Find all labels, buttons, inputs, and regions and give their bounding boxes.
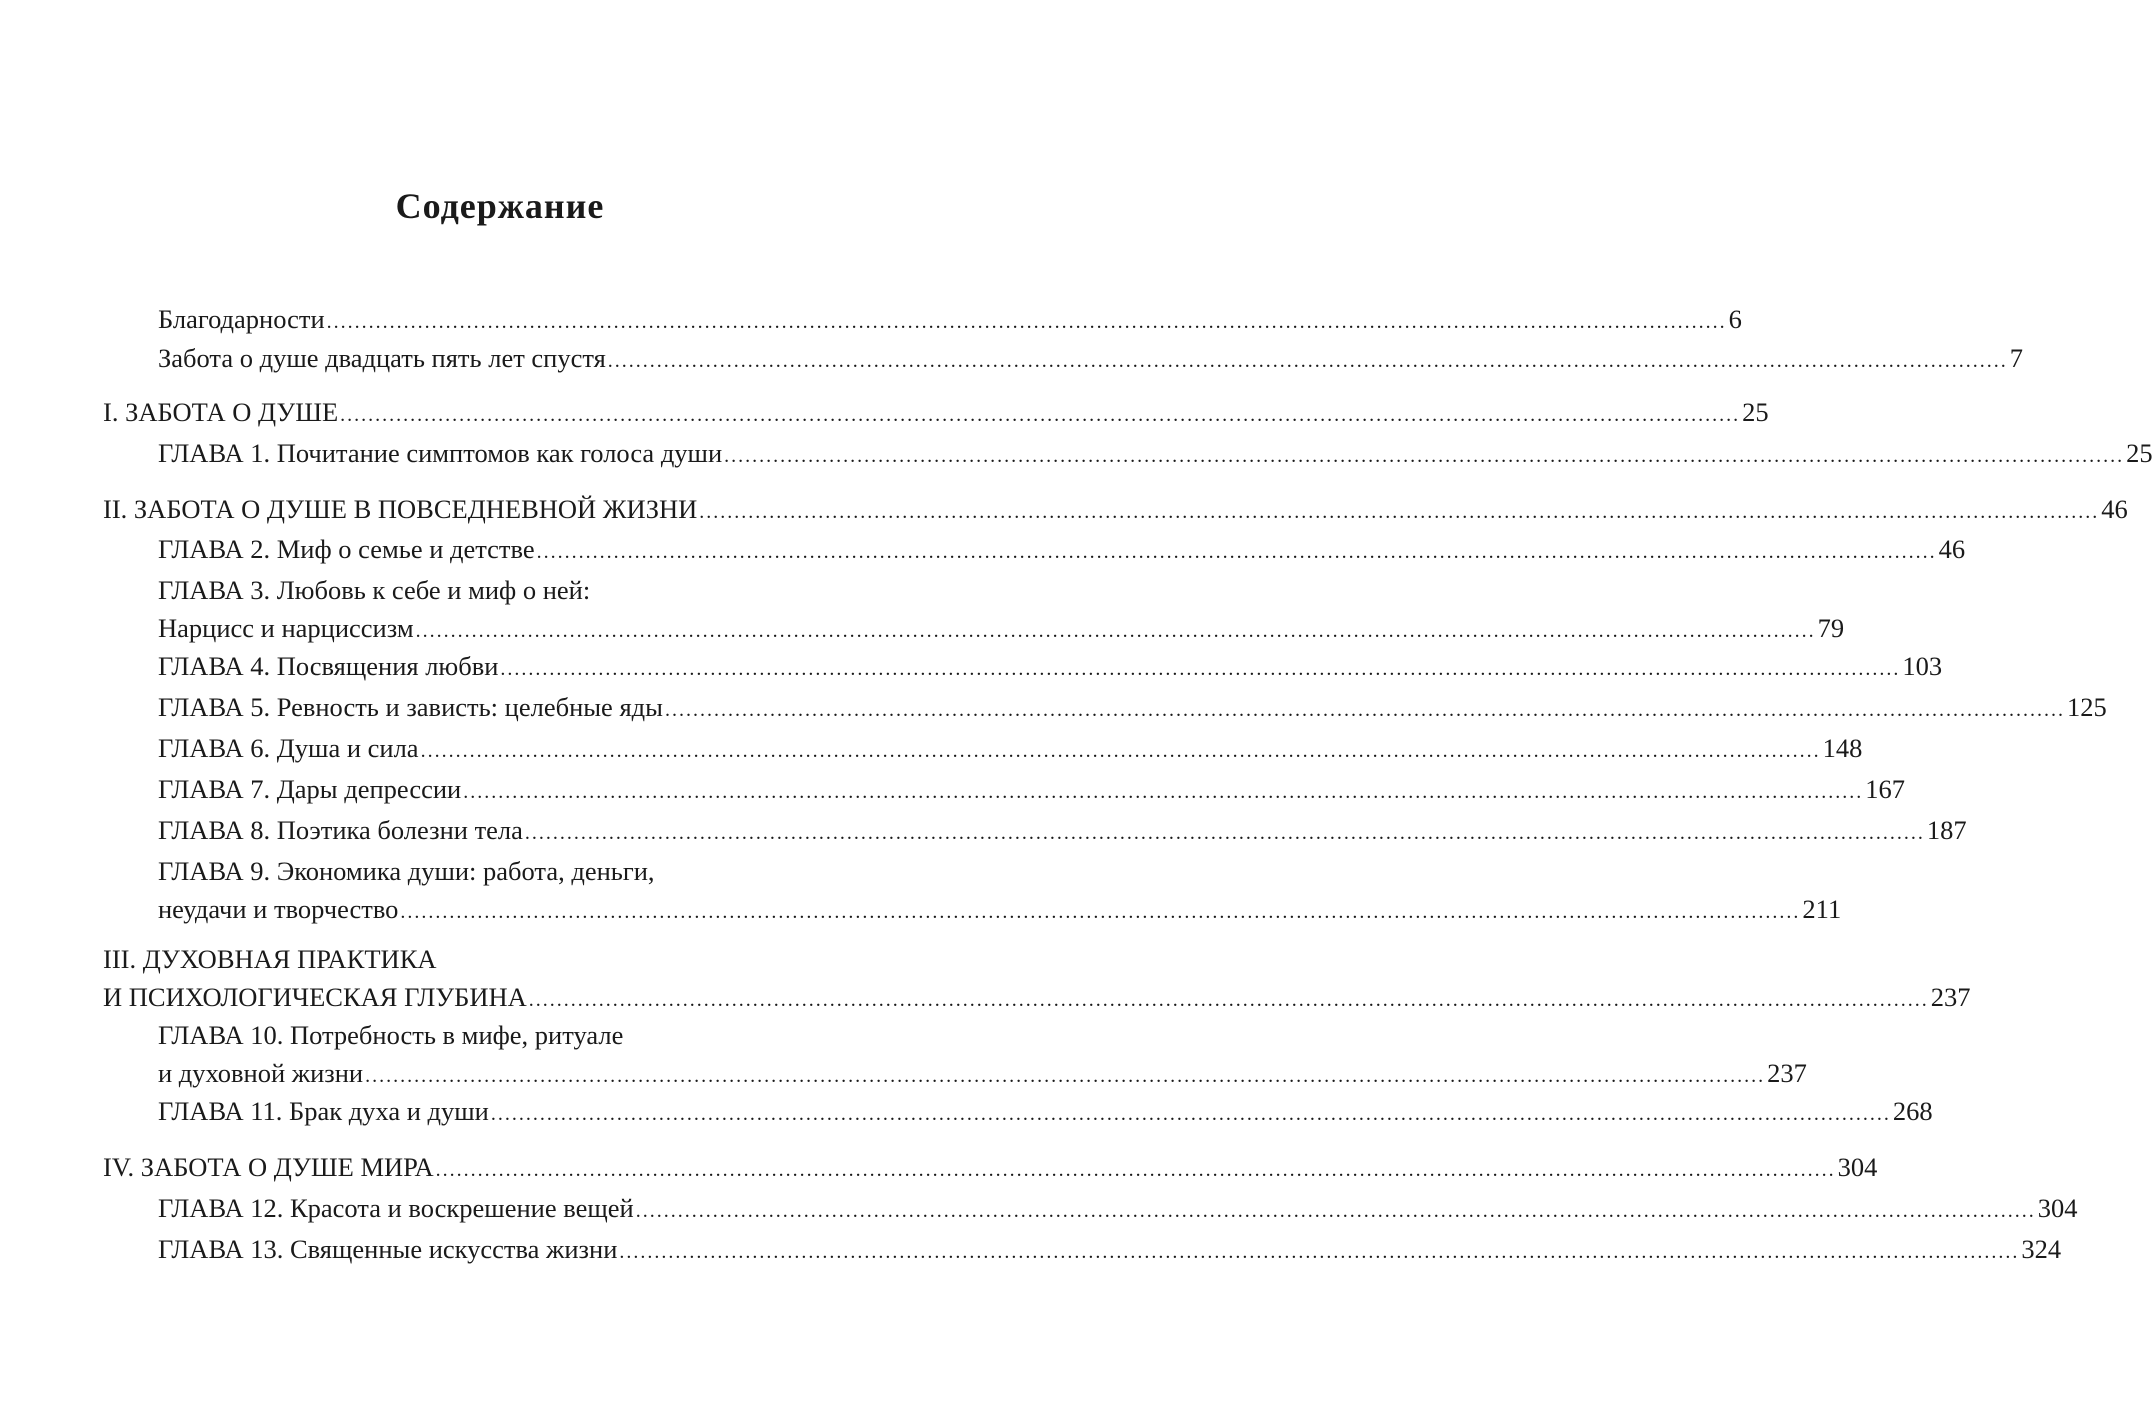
toc-entry-title: Забота о душе двадцать пять лет спустя <box>158 343 606 373</box>
leader-dots: ........................................................................................................................................................................................................ <box>435 1159 1836 1181</box>
page-number: 237 <box>1930 982 1971 1012</box>
toc-chapter-12[interactable] <box>158 1189 2078 1230</box>
toc-chapter-5[interactable] <box>158 688 2107 729</box>
toc-entry-title: Нарцисс и нарциссизм <box>158 613 414 643</box>
toc-part-2[interactable] <box>103 490 2128 531</box>
leader-dots: ........................................................................................................................................................................................................ <box>699 501 2100 523</box>
toc-chapter-11[interactable] <box>158 1092 1933 1133</box>
leader-dots: ........................................................................................................................................................................................................ <box>619 1241 2020 1263</box>
toc-entry-title: IV. ЗАБОТА О ДУШЕ МИРА <box>103 1152 434 1182</box>
toc-entry-title: ГЛАВА 6. Душа и сила <box>158 733 419 763</box>
leader-dots: ........................................................................................................................................................................................................ <box>420 740 1821 762</box>
toc-entry-title-line: ГЛАВА 9. Экономика души: работа, деньги, <box>158 856 655 886</box>
toc-entry-title: ГЛАВА 13. Священные искусства жизни <box>158 1234 618 1264</box>
toc-entry-title: ГЛАВА 12. Красота и воскрешение вещей <box>158 1193 634 1223</box>
page-number: 304 <box>1837 1152 1878 1182</box>
leader-dots: ........................................................................................................................................................................................................ <box>528 989 1929 1011</box>
toc-entry-title-line: ГЛАВА 3. Любовь к себе и миф о ней: <box>158 575 591 605</box>
leader-dots: ........................................................................................................................................................................................................ <box>340 404 1741 426</box>
toc-entry-title: ГЛАВА 7. Дары депрессии <box>158 774 462 804</box>
toc-entry-title: I. ЗАБОТА О ДУШЕ <box>103 397 339 427</box>
leader-dots: ........................................................................................................................................................................................................ <box>524 822 1925 844</box>
page-number: 304 <box>2037 1193 2078 1223</box>
leader-dots: ........................................................................................................................................................................................................ <box>536 541 1937 563</box>
page-number: 79 <box>1817 613 1845 643</box>
toc-chapter-10[interactable] <box>158 1016 1807 1095</box>
toc-chapter-2[interactable] <box>158 530 1966 571</box>
leader-dots: ........................................................................................................................................................................................................ <box>365 1065 1766 1087</box>
toc-entry-title: ГЛАВА 2. Миф о семье и детстве <box>158 534 535 564</box>
page-number: 167 <box>1865 774 1905 804</box>
page-number: 237 <box>1767 1058 1807 1088</box>
toc-chapter-9[interactable] <box>158 852 1842 931</box>
leader-dots: ........................................................................................................................................................................................................ <box>490 1103 1891 1125</box>
toc-entry-title: ГЛАВА 11. Брак духа и души <box>158 1096 489 1126</box>
toc-entry-title: ГЛАВА 4. Посвящения любви <box>158 651 499 681</box>
toc-part-1[interactable] <box>103 393 1769 434</box>
toc-chapter-6[interactable] <box>158 729 1863 770</box>
toc-entry-title: неудачи и творчество <box>158 894 399 924</box>
toc-chapter-1[interactable] <box>158 434 2153 475</box>
page-number: 25 <box>1742 397 1769 427</box>
toc-chapter-7[interactable] <box>158 770 1905 811</box>
page-number: 103 <box>1902 651 1943 681</box>
page-number: 7 <box>2009 343 2024 373</box>
page-number: 211 <box>1802 894 1842 924</box>
toc-entry-title: ГЛАВА 1. Почитание симптомов как голоса души <box>158 438 723 468</box>
leader-dots: ........................................................................................................................................................................................................ <box>400 901 1801 923</box>
leader-dots: ........................................................................................................................................................................................................ <box>635 1200 2036 1222</box>
leader-dots: ........................................................................................................................................................................................................ <box>463 781 1864 803</box>
leader-dots: ........................................................................................................................................................................................................ <box>724 445 2125 467</box>
page-number: 125 <box>2066 692 2107 722</box>
page-number: 46 <box>2101 494 2128 524</box>
page-number: 268 <box>1892 1096 1933 1126</box>
toc-entry-title: И ПСИХОЛОГИЧЕСКАЯ ГЛУБИНА <box>103 982 527 1012</box>
leader-dots: ........................................................................................................................................................................................................ <box>664 699 2065 721</box>
toc-entry-title-line: ГЛАВА 10. Потребность в мифе, ритуале <box>158 1020 624 1050</box>
toc-part-3[interactable] <box>103 940 1971 1019</box>
toc-part-4[interactable] <box>103 1148 1878 1189</box>
toc-chapter-4[interactable] <box>158 647 1943 688</box>
page-title: Содержание <box>395 186 605 226</box>
toc-entry-25-years-later[interactable] <box>158 339 2024 380</box>
toc-chapter-3[interactable] <box>158 571 1845 650</box>
page-number: 324 <box>2021 1234 2062 1264</box>
toc-entry-title: ГЛАВА 5. Ревность и зависть: целебные яды <box>158 692 663 722</box>
toc-entry-title: ГЛАВА 8. Поэтика болезни тела <box>158 815 523 845</box>
toc-entry-acknowledgements[interactable] <box>158 300 1742 341</box>
leader-dots: ........................................................................................................................................................................................................ <box>500 658 1901 680</box>
page-number: 6 <box>1728 304 1742 334</box>
toc-entry-title: и духовной жизни <box>158 1058 364 1088</box>
page-number: 148 <box>1822 733 1863 763</box>
toc-chapter-13[interactable] <box>158 1230 2062 1271</box>
page-number: 187 <box>1926 815 1967 845</box>
toc-entry-title: II. ЗАБОТА О ДУШЕ В ПОВСЕДНЕВНОЙ ЖИЗНИ <box>103 494 698 524</box>
page-number: 46 <box>1938 534 1966 564</box>
page-number: 25 <box>2126 438 2153 468</box>
toc-entry-title-line: III. ДУХОВНАЯ ПРАКТИКА <box>103 944 437 974</box>
leader-dots: ........................................................................................................................................................................................................ <box>607 350 2008 372</box>
toc-chapter-8[interactable] <box>158 811 1967 852</box>
leader-dots: ........................................................................................................................................................................................................ <box>326 311 1727 333</box>
toc-entry-title: Благодарности <box>158 304 325 334</box>
leader-dots: ........................................................................................................................................................................................................ <box>415 620 1816 642</box>
